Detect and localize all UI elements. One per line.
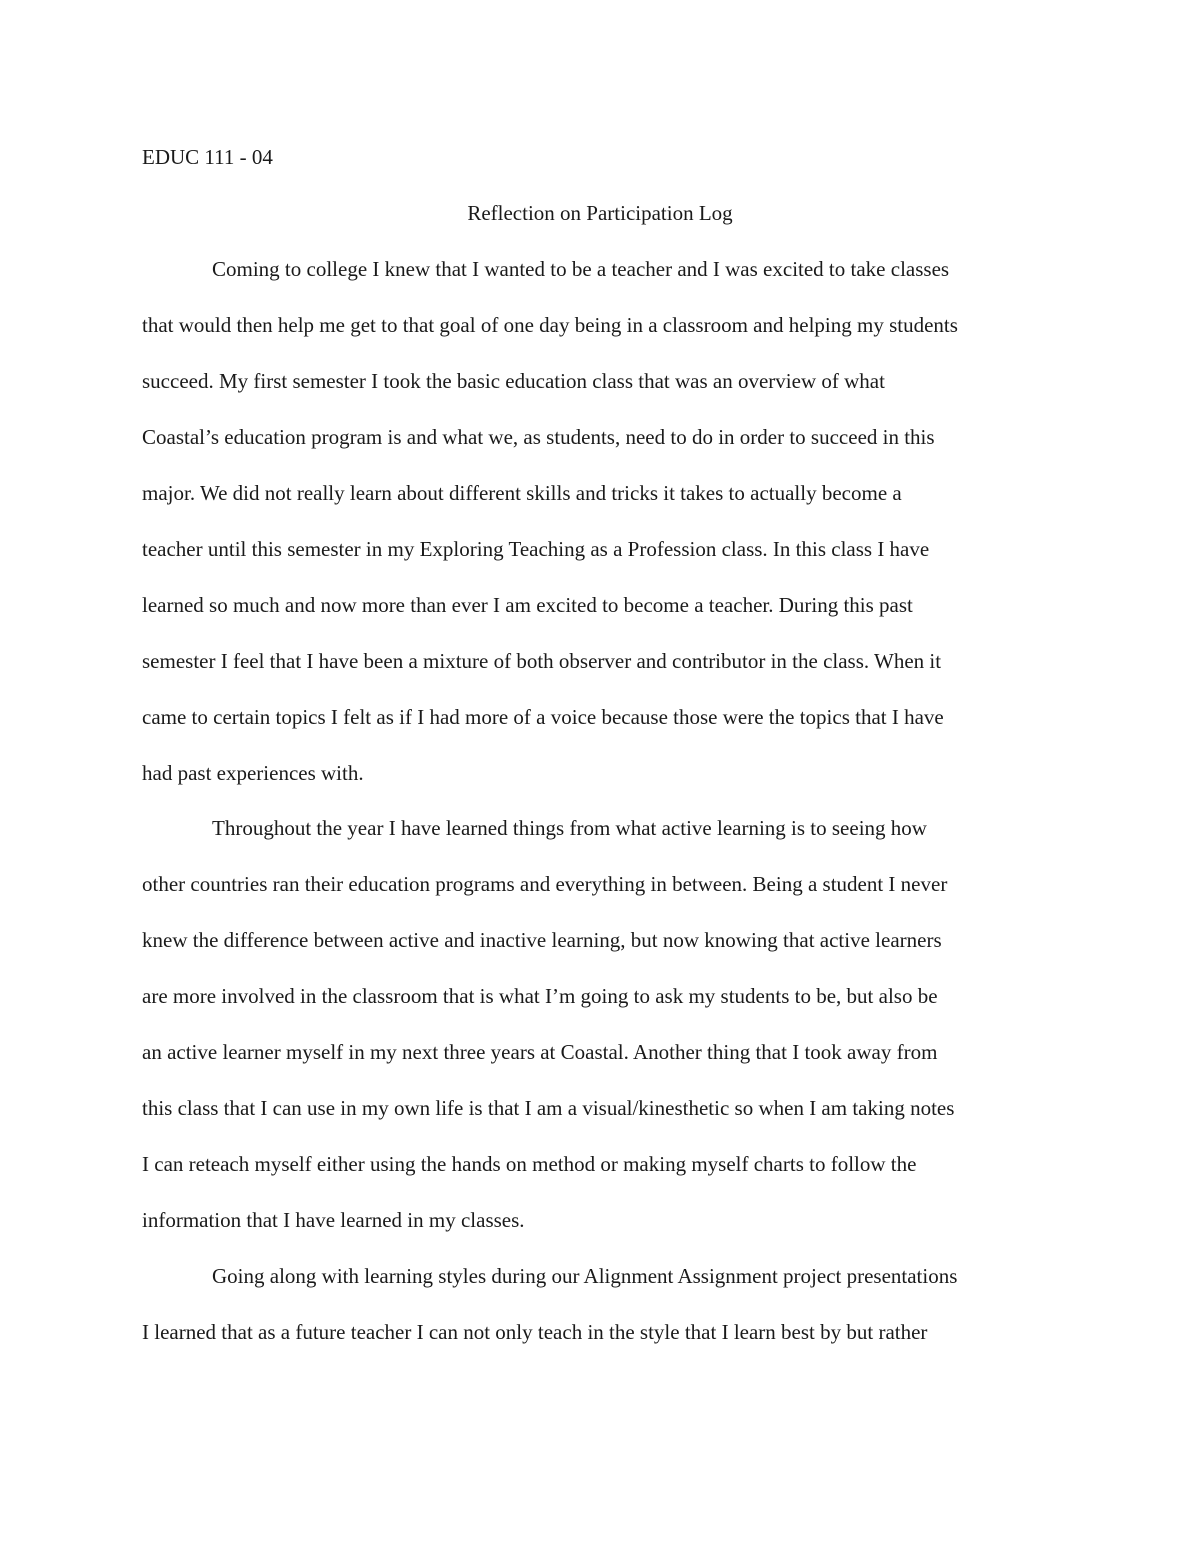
document-title: Reflection on Participation Log (467, 201, 733, 225)
paragraph-2-line-7: I can reteach myself either using the hands on method or making myself charts to follow the (142, 1152, 917, 1176)
paragraph-1-line-7: learned so much and now more than ever I am excited to become a teacher. During this past (142, 593, 913, 617)
paragraph-2-line-2: other countries ran their education programs and everything in between. Being a student I never (142, 872, 948, 896)
paragraph-1-line-3: succeed. My first semester I took the basic education class that was an overview of what (142, 369, 885, 393)
paragraph-3-line-2: I learned that as a future teacher I can not only teach in the style that I learn best by but rather (142, 1320, 928, 1344)
paragraph-1-line-6: teacher until this semester in my Exploring Teaching as a Profession class. In this class I have (142, 537, 930, 561)
paragraph-2-line-1: Throughout the year I have learned things from what active learning is to seeing how (212, 816, 927, 840)
course-code: EDUC 111 - 04 (142, 145, 273, 169)
paragraph-1-line-8: semester I feel that I have been a mixture of both observer and contributor in the class. When it (142, 649, 942, 673)
paragraph-2-line-8: information that I have learned in my classes. (142, 1208, 525, 1232)
paragraph-2-line-5: an active learner myself in my next three years at Coastal. Another thing that I took away from (142, 1040, 938, 1064)
paragraph-1-line-10: had past experiences with. (142, 761, 364, 785)
paragraph-2-line-6: this class that I can use in my own life is that I am a visual/kinesthetic so when I am taking notes (142, 1096, 955, 1120)
paragraph-1-line-1: Coming to college I knew that I wanted to be a teacher and I was excited to take classes (212, 257, 950, 281)
paragraph-2-line-3: knew the difference between active and inactive learning, but now knowing that active learners (142, 928, 942, 952)
paragraph-2-line-4: are more involved in the classroom that is what I’m going to ask my students to be, but also be (142, 984, 938, 1008)
paragraph-1-line-9: came to certain topics I felt as if I had more of a voice because those were the topics that I have (142, 705, 944, 729)
paragraph-1-line-4: Coastal’s education program is and what we, as students, need to do in order to succeed in this (142, 425, 935, 449)
paragraph-1-line-5: major. We did not really learn about different skills and tricks it takes to actually become a (142, 481, 902, 505)
paragraph-3-line-1: Going along with learning styles during our Alignment Assignment project presentations (212, 1264, 958, 1288)
paragraph-1-line-2: that would then help me get to that goal of one day being in a classroom and helping my students (142, 313, 958, 337)
